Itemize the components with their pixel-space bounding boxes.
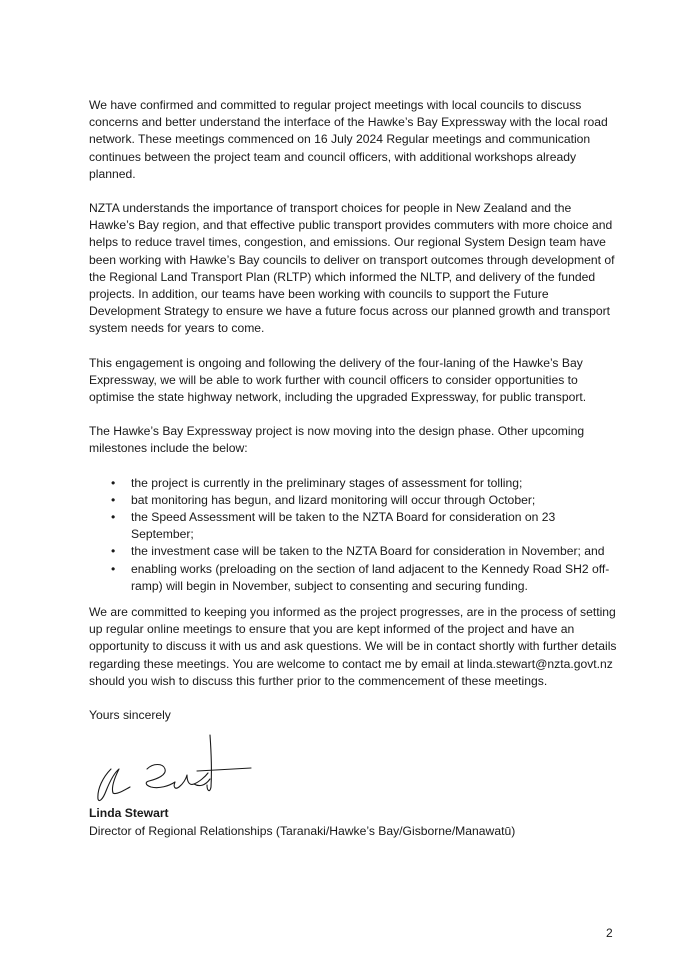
list-item xyxy=(89,475,619,492)
milestone-text: enabling works (preloading on the section of land adjacent to the Kennedy Road SH2 off-ramp) will begin in November, subject to consenting and securing funding. xyxy=(131,561,610,593)
page-number: 2 xyxy=(606,926,613,940)
list-item xyxy=(89,543,619,560)
bullet-icon: • xyxy=(111,492,116,507)
list-item xyxy=(89,561,619,595)
signer-title: Director of Regional Relationships (Taranaki/Hawke’s Bay/Gisborne/Manawatū) xyxy=(89,823,516,838)
list-item xyxy=(89,492,619,509)
paragraph-transport-choices: NZTA understands the importance of transport choices for people in New Zealand and the Hawke’s Bay region, and that effective public transport provides commuters with more choice and helps to reduce travel times, congestion, and emissions. Our regional System Design team have been working with Hawke’s Bay councils to deliver on transport outcomes through development of the Regional Land Transport Plan (RLTP) which informed the NLTP, and delivery of the funded projects. In addition, our teams have been working with councils to support the Future Development Strategy to ensure we have a future focus across our planned growth and transport system needs for years to come. xyxy=(89,201,615,336)
paragraph-milestones-intro: The Hawke’s Bay Expressway project is now moving into the design phase. Other upcoming milestones include the below: xyxy=(89,424,585,456)
paragraph-engagement: This engagement is ongoing and following the delivery of the four-laning of the Hawke’s Bay Expressway, we will be able to work further with council officers to consider opportunities to optimise the state highway network, including the upgraded Expressway, for public transport. xyxy=(89,355,587,405)
letter-body xyxy=(89,97,619,840)
signer-name: Linda Stewart xyxy=(89,806,169,821)
milestone-text: the investment case will be taken to the NZTA Board for consideration in November; and xyxy=(131,544,605,559)
bullet-icon: • xyxy=(111,561,116,576)
paragraph-meetings: We have confirmed and committed to regular project meetings with local councils to discuss concerns and better understand the interface of the Hawke’s Bay Expressway with the local road network. These meetings commenced on 16 July 2024 Regular meetings and communication continues between the project team and council officers, with additional workshops already planned. xyxy=(89,98,608,181)
milestone-text: the project is currently in the preliminary stages of assessment for tolling; xyxy=(131,475,523,490)
list-item xyxy=(89,509,619,543)
bullet-icon: • xyxy=(111,475,116,490)
milestone-text: bat monitoring has begun, and lizard monitoring will occur through October; xyxy=(131,492,536,507)
milestones-list xyxy=(89,475,619,595)
paragraph-commitment: We are committed to keeping you informed as the project progresses, are in the process of setting up regular online meetings to ensure that you are kept informed of the project and have an opportunity to discuss it with us and ask questions. We will be in contact shortly with further details regarding these meetings. You are welcome to contact me by email at linda.stewart@nzta.govt.nz should you wish to discuss this further prior to the commencement of these meetings. xyxy=(89,605,617,688)
bullet-icon: • xyxy=(111,510,116,525)
milestone-text: the Speed Assessment will be taken to the NZTA Board for consideration on 23 September; xyxy=(131,510,556,542)
bullet-icon: • xyxy=(111,544,116,559)
signature-icon xyxy=(89,729,269,805)
closing-salutation: Yours sincerely xyxy=(89,708,171,723)
